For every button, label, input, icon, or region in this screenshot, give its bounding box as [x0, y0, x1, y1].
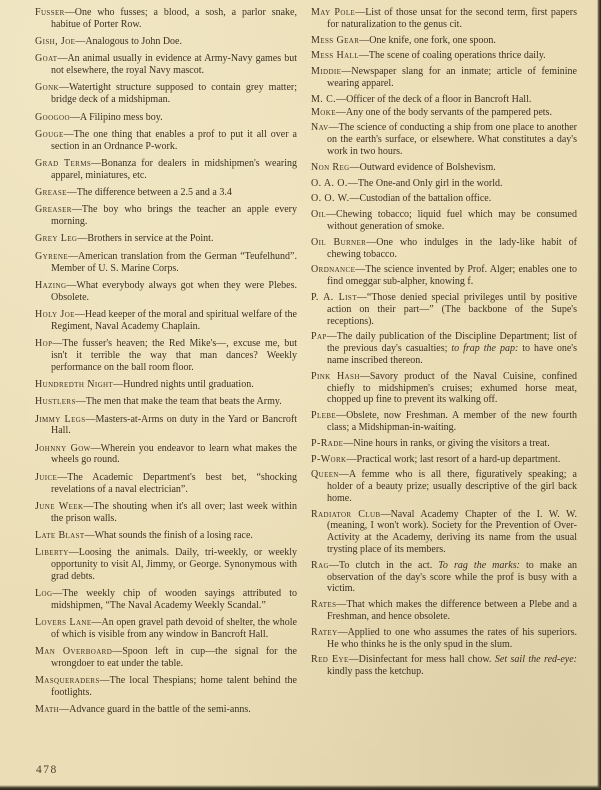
- definition-text: The shouting when it's all over; last week within the prison walls.: [51, 500, 297, 524]
- definition-text: Masters-at-Arms on duty in the Yard or Bancroft Hall.: [51, 413, 298, 437]
- definition-text: A femme who is all there, figuratively speaking; a holder of a beauty prize; usually descriptive of the girl back home.: [327, 469, 577, 504]
- definition-text: kindly pass the ketchup.: [327, 666, 424, 678]
- definition-text: List of those unsat for the second term, first papers for naturalization to the genus cit.: [327, 7, 578, 30]
- glossary-term: June Week: [35, 500, 84, 512]
- definition-text: Custodian of the battalion office.: [359, 193, 492, 205]
- glossary-term: Man Overboard: [35, 646, 113, 658]
- definition-text: Applied to one who assumes the rates of his superiors. He who thinks he is the only spud in the slum.: [327, 626, 577, 650]
- glossary-entry: [35, 675, 297, 699]
- glossary-entry: [35, 414, 297, 438]
- glossary-term: Hop: [35, 338, 53, 350]
- glossary-entry: [311, 94, 577, 106]
- em-dash-separator: —: [66, 187, 77, 199]
- definition-text: To rag the marks:: [438, 559, 520, 571]
- glossary-entry: [311, 371, 577, 406]
- em-dash-separator: —: [335, 106, 346, 118]
- glossary-entry: [35, 704, 297, 716]
- em-dash-separator: —: [355, 7, 366, 18]
- scan-edge-right: [597, 0, 601, 790]
- definition-text: The fusser's heaven; the Red Mike's—, excuse me, but isn't it terrible the way that man dances? Weekly performance on the ball room floor.: [51, 338, 297, 373]
- definition-text: The daily publication of the Discipline Department; list of the previous day's casualties;: [327, 331, 577, 355]
- glossary-entry: [35, 158, 297, 182]
- glossary-entry: [311, 627, 577, 651]
- definition-text: Head keeper of the moral and spiritual welfare of the Regiment, Naval Academy Chaplain.: [51, 308, 297, 332]
- glossary-entry: [35, 53, 297, 77]
- em-dash-separator: —: [59, 82, 69, 94]
- glossary-term: Oil: [311, 209, 327, 221]
- definition-text: Obslete, now Freshman. A member of the new fourth class; a Midshipman-in-waiting.: [327, 410, 577, 433]
- definition-text: One who indulges in the lady-like habit of chewing tobacco.: [327, 236, 577, 260]
- definition-text: What sounds the finish of a losing race.: [94, 529, 253, 541]
- glossary-entry: [35, 588, 297, 612]
- em-dash-separator: —: [99, 675, 110, 687]
- glossary-term: Gish, Joe: [35, 36, 76, 48]
- definition-text: Brothers in service at the Point.: [87, 233, 214, 245]
- glossary-entry: [35, 233, 297, 245]
- page-number: 478: [36, 764, 58, 776]
- definition-text: The science of conducting a ship from one place to another on the earth's surface, or elsewhere. What constitutes a day's work in two hours.: [327, 122, 577, 157]
- glossary-entry: [311, 50, 577, 62]
- glossary-entry: [311, 599, 577, 623]
- em-dash-separator: —: [328, 122, 339, 134]
- glossary-entry: [311, 469, 577, 504]
- glossary-entry: [311, 162, 577, 174]
- definition-text: The One-and Only girl in the world.: [357, 177, 503, 189]
- glossary-entry: [311, 107, 577, 119]
- em-dash-separator: —: [57, 471, 68, 483]
- glossary-entry: [311, 237, 577, 261]
- glossary-term: O. O. W.: [311, 193, 350, 205]
- glossary-term: Jimmy Legs: [35, 413, 86, 425]
- definition-text: Spoon left in cup—the signal for the wrongdoer to eat under the table.: [51, 646, 297, 670]
- glossary-term: Gouge: [35, 128, 64, 140]
- glossary-entry: [311, 454, 577, 466]
- em-dash-separator: —: [59, 704, 70, 716]
- em-dash-separator: —: [358, 50, 369, 62]
- em-dash-separator: —: [91, 617, 102, 629]
- em-dash-separator: —: [326, 331, 337, 343]
- glossary-entry: [311, 178, 577, 190]
- glossary-term: Non Reg: [311, 161, 350, 173]
- definition-text: What everybody always got when they were Plebes. Obsolete.: [51, 279, 297, 303]
- definition-text: The Academic Department's best bet, “shocking revelations of a naval electrician”.: [51, 471, 297, 495]
- glossary-term: Holy Joe: [35, 308, 75, 320]
- em-dash-separator: —: [63, 128, 74, 140]
- em-dash-separator: —: [75, 396, 86, 408]
- glossary-term: Rates: [311, 599, 337, 611]
- glossary-term: Googoo: [35, 111, 70, 123]
- em-dash-separator: —: [75, 36, 86, 48]
- em-dash-separator: —: [336, 93, 347, 105]
- glossary-entry: [311, 438, 577, 450]
- definition-text: Set sail the red-eye:: [494, 654, 577, 666]
- em-dash-separator: —: [67, 250, 78, 262]
- em-dash-separator: —: [68, 547, 79, 559]
- glossary-entry: [311, 410, 577, 434]
- glossary-entry: [35, 617, 297, 641]
- definition-text: Disinfectant for mess hall chow.: [358, 654, 495, 666]
- definition-text: Advance guard in the battle of the semi-anns.: [69, 704, 251, 716]
- definition-text: Watertight structure supposed to contain grey matter; bridge deck of a midshipman.: [51, 82, 297, 106]
- glossary-entry: [311, 509, 577, 556]
- glossary-term: Oil Burner: [311, 236, 367, 248]
- glossary-entry: [35, 530, 297, 542]
- em-dash-separator: —: [366, 236, 377, 248]
- em-dash-separator: —: [355, 264, 366, 276]
- glossary-entry: [35, 309, 297, 333]
- em-dash-separator: —: [346, 453, 357, 465]
- em-dash-separator: —: [359, 370, 370, 382]
- glossary-term: Log: [35, 588, 53, 600]
- definition-text: “Those denied special privileges until by positive action on their part—” (The backbone of the Supe's receptions).: [327, 291, 578, 327]
- em-dash-separator: —: [338, 469, 349, 481]
- glossary-term: Fusser: [35, 7, 65, 18]
- glossary-term: Pap: [311, 331, 327, 343]
- definition-text: to make an observation of the day's score while the prof is busy with a victim.: [327, 559, 578, 595]
- glossary-column-right: [311, 7, 577, 682]
- glossary-entry: [35, 204, 297, 228]
- definition-text: An animal usually in evidence at Army-Navy games but not elsewhere, the royal Navy mascot.: [51, 53, 297, 77]
- glossary-entry: [311, 122, 577, 157]
- em-dash-separator: —: [336, 410, 347, 422]
- glossary-term: Hustlers: [35, 396, 76, 408]
- glossary-entry: [311, 560, 577, 595]
- glossary-entry: [35, 501, 297, 525]
- definition-text: Outward evidence of Bolshevism.: [359, 161, 496, 173]
- glossary-term: O. A. O.: [311, 177, 348, 189]
- glossary-term: Mess Hall: [311, 50, 359, 62]
- em-dash-separator: —: [341, 66, 352, 78]
- glossary-term: Gonk: [35, 82, 59, 94]
- em-dash-separator: —: [57, 53, 68, 65]
- definition-text: Loosing the animals. Daily, tri-weekly, or weekly opportunity to visit Al, Jimmy, or George. Synonymous with grad debts.: [51, 547, 297, 582]
- em-dash-separator: —: [91, 157, 102, 169]
- em-dash-separator: —: [337, 626, 348, 638]
- definition-text: A Filipino mess boy.: [79, 111, 163, 123]
- glossary-term: M. C.: [311, 93, 337, 105]
- glossary-entry: [35, 443, 297, 467]
- glossary-entry: [35, 396, 297, 408]
- glossary-entry: [311, 654, 577, 678]
- glossary-entry: [35, 112, 297, 124]
- definition-text: One knife, one fork, one spoon.: [369, 34, 496, 46]
- definition-text: Officer of the deck of a floor in Bancroft Hall.: [346, 93, 532, 105]
- definition-text: The men that make the team that beats the Army.: [85, 396, 282, 408]
- em-dash-separator: —: [349, 193, 360, 205]
- glossary-term: Liberty: [35, 547, 69, 559]
- definition-text: The one thing that enables a prof to put it all over a section in an Ordnance P-work.: [51, 128, 297, 152]
- glossary-term: Goat: [35, 53, 58, 65]
- glossary-term: Hundredth Night: [35, 378, 114, 390]
- glossary-entry: [311, 209, 577, 233]
- em-dash-separator: —: [69, 111, 80, 123]
- definition-text: The difference between a 2.5 and a 3.4: [76, 187, 232, 199]
- definition-text: Analogous to John Doe.: [85, 36, 182, 48]
- glossary-term: Plebe: [311, 410, 337, 422]
- glossary-term: Grease: [35, 187, 67, 199]
- definition-text: The boy who brings the teacher an apple every morning.: [51, 204, 297, 228]
- em-dash-separator: —: [90, 442, 101, 454]
- definition-text: The weekly chip of wooden sayings attributed to midshipmen, “The Naval Academy Weekly Scandal.”: [51, 588, 297, 611]
- glossary-entry: [35, 338, 297, 373]
- glossary-term: P-Rade: [311, 437, 344, 449]
- glossary-term: Grey Leg: [35, 233, 78, 245]
- definition-text: Bonanza for dealers in midshipmen's wearing apparel, miniatures, etc.: [51, 157, 297, 181]
- glossary-entry: [35, 187, 297, 199]
- glossary-entry: [35, 379, 297, 391]
- em-dash-separator: —: [64, 7, 75, 18]
- glossary-entry: [35, 280, 297, 304]
- em-dash-separator: —: [77, 233, 88, 245]
- definition-text: One who fusses; a blood, a sosh, a parlor snake, habitue of Porter Row.: [51, 7, 297, 30]
- em-dash-separator: —: [328, 559, 339, 571]
- glossary-term: Ordnance: [311, 264, 356, 276]
- scan-edge-bottom: [0, 785, 601, 790]
- glossary-term: Pink Hash: [311, 370, 360, 382]
- glossary-entry: [35, 82, 297, 106]
- em-dash-separator: —: [326, 209, 337, 221]
- em-dash-separator: —: [349, 161, 360, 173]
- definition-text: to have one's name inscribed thereon.: [327, 343, 577, 366]
- em-dash-separator: —: [66, 279, 77, 291]
- em-dash-separator: —: [336, 599, 347, 611]
- em-dash-separator: —: [343, 437, 354, 449]
- glossary-entry: [35, 36, 297, 48]
- em-dash-separator: —: [348, 654, 359, 666]
- glossary-term: Late Blast: [35, 529, 85, 541]
- glossary-term: P. A. List: [311, 291, 357, 303]
- glossary-term: Ratey: [311, 626, 338, 638]
- glossary-entry: [35, 251, 297, 275]
- glossary-term: Juice: [35, 471, 58, 483]
- definition-text: The scene of coaling operations thrice daily.: [368, 50, 546, 62]
- glossary-term: Moke: [311, 106, 336, 118]
- em-dash-separator: —: [113, 378, 124, 390]
- glossary-term: Rag: [311, 559, 329, 571]
- glossary-entry: [35, 547, 297, 582]
- glossary-term: Red Eye: [311, 654, 349, 666]
- definition-text: Any one of the body servants of the pampered pets.: [345, 106, 552, 118]
- em-dash-separator: —: [52, 588, 63, 600]
- glossary-entry: [311, 193, 577, 205]
- definition-text: Savory product of the Naval Cuisine, confined chiefly to midshipmen's cruises; exhumed horse meat, chopped up fine to prevent its walking off.: [327, 370, 578, 406]
- definition-text: Nine hours in ranks, or giving the visitors a treat.: [353, 437, 550, 449]
- em-dash-separator: —: [85, 413, 96, 425]
- glossary-term: P-Work: [311, 453, 347, 465]
- em-dash-separator: —: [380, 508, 391, 520]
- em-dash-separator: —: [347, 177, 358, 189]
- glossary-entry: [35, 646, 297, 670]
- glossary-entry: [311, 264, 577, 288]
- glossary-term: Queen: [311, 469, 339, 481]
- definition-text: American translation from the German “Teufelhund”. Member of U. S. Marine Corps.: [51, 250, 297, 274]
- glossary-term: Masqueraders: [35, 675, 100, 687]
- em-dash-separator: —: [112, 646, 123, 658]
- glossary-term: Greaser: [35, 204, 72, 216]
- glossary-term: Lovers Lane: [35, 617, 92, 629]
- definition-text: The science invented by Prof. Alger; enables one to find omeggar sub-alpher, knowing f.: [327, 264, 577, 288]
- glossary-entry: [311, 7, 577, 31]
- glossary-entry: [311, 35, 577, 47]
- definition-text: Newspaper slang for an inmate; article of feminine wearing apparel.: [327, 66, 577, 89]
- glossary-term: Middie: [311, 66, 342, 78]
- em-dash-separator: —: [356, 291, 367, 303]
- em-dash-separator: —: [52, 338, 63, 350]
- definition-text: Wherein you endeavor to learn what makes the wheels go round.: [51, 442, 297, 466]
- glossary-term: Gyrene: [35, 250, 68, 262]
- em-dash-separator: —: [84, 529, 95, 541]
- definition-text: Practical work; last resort of a hard-up department.: [356, 453, 561, 465]
- glossary-entry: [35, 472, 297, 496]
- glossary-column-left: [35, 7, 297, 722]
- glossary-entry: [35, 7, 297, 31]
- definition-text: Hundred nights until graduation.: [123, 378, 254, 390]
- em-dash-separator: —: [83, 500, 94, 512]
- em-dash-separator: —: [71, 204, 82, 216]
- glossary-term: Nav: [311, 122, 329, 134]
- glossary-term: Johnny Gow: [35, 442, 91, 454]
- glossary-term: May Pole: [311, 7, 356, 18]
- glossary-entry: [311, 331, 577, 366]
- em-dash-separator: —: [359, 34, 370, 46]
- glossary-entry: [311, 292, 577, 327]
- definition-text: Chewing tobacco; liquid fuel which may be consumed without generation of smoke.: [327, 209, 577, 232]
- glossary-term: Mess Gear: [311, 34, 360, 46]
- glossary-term: Math: [35, 704, 60, 716]
- glossary-term: Grad Terms: [35, 157, 92, 169]
- glossary-entry: [35, 129, 297, 153]
- glossary-term: Radiator Club: [311, 508, 381, 520]
- em-dash-separator: —: [74, 308, 85, 320]
- glossary-term: Hazing: [35, 279, 67, 291]
- definition-text: to frap the pap:: [451, 343, 519, 355]
- definition-text: The local Thespians; home talent behind the footlights.: [51, 675, 297, 699]
- definition-text: An open gravel path devoid of shelter, the whole of which is visible from any window in Bancroft Hall.: [51, 617, 297, 640]
- definition-text: Naval Academy Chapter of the I. W. W. (meaning, I won't work). Society for the Prevention of Over-Activity at the Academy, deriving its name from the usual trysting place of its members.: [327, 508, 577, 556]
- glossary-entry: [311, 66, 577, 90]
- definition-text: That which makes the difference between a Plebe and a Freshman, and hence obsolete.: [327, 599, 577, 623]
- definition-text: To clutch in the act.: [338, 559, 439, 571]
